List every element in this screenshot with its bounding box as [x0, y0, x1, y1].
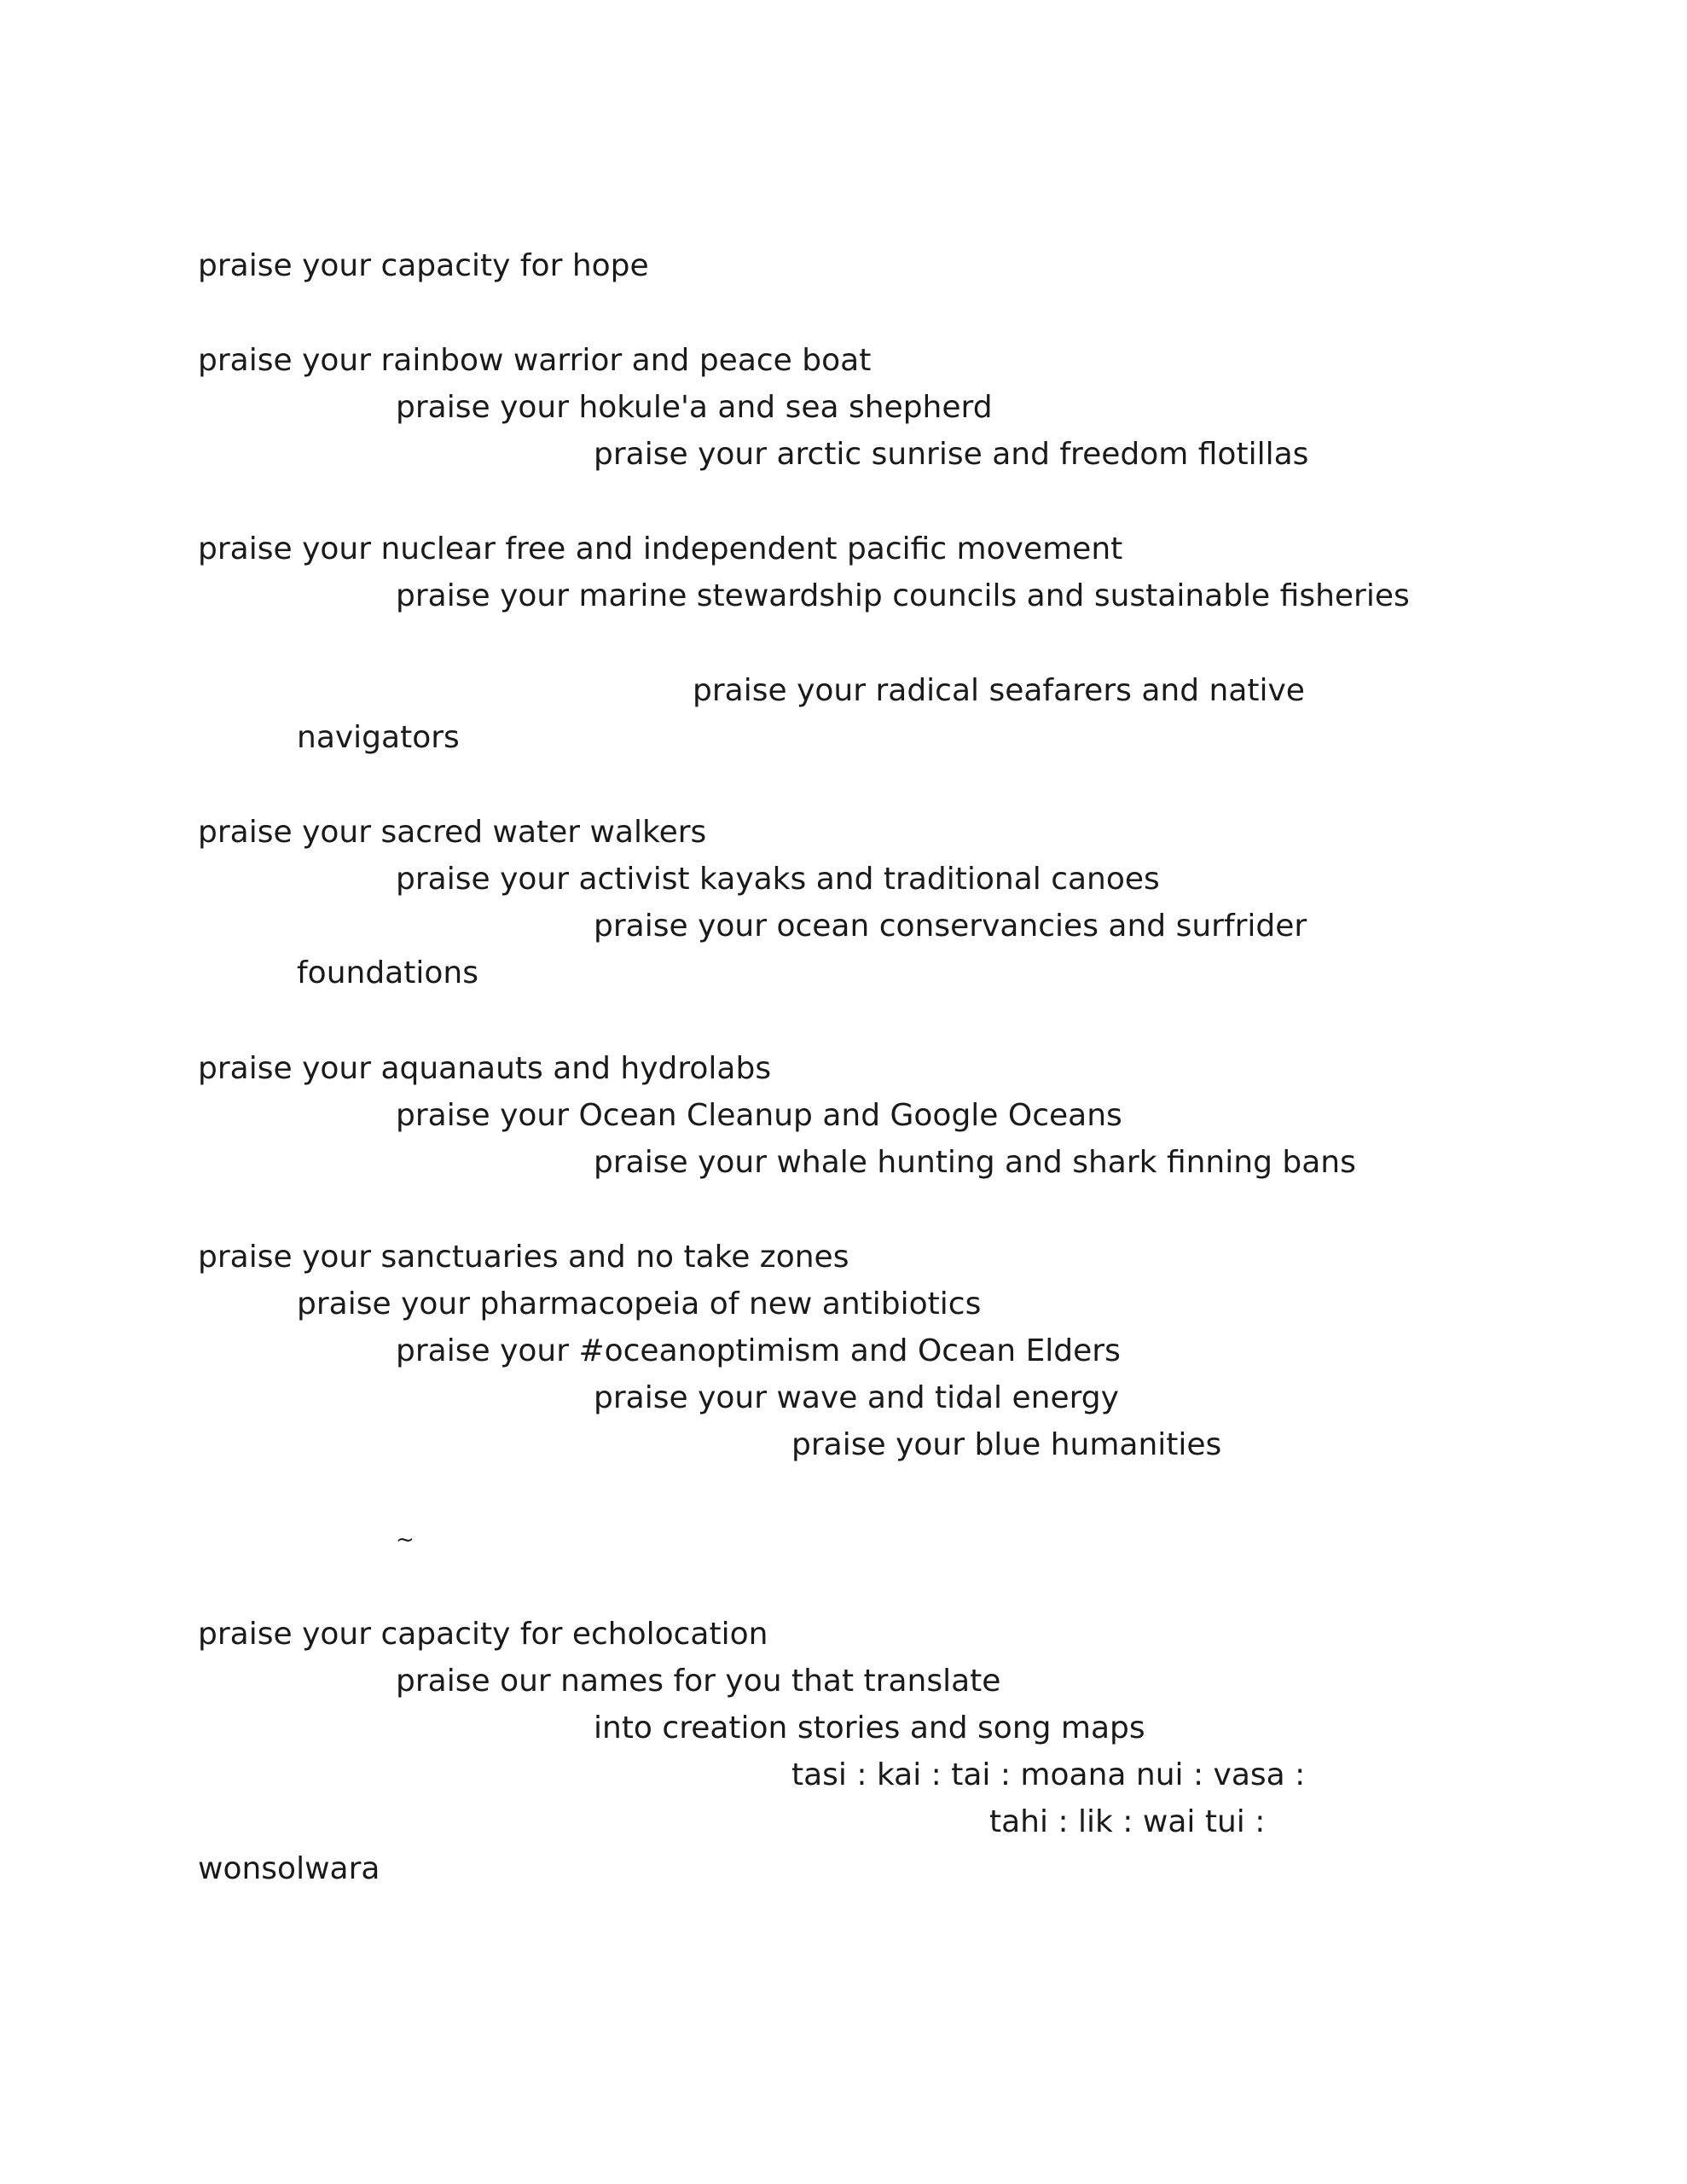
poem-line: praise your marine stewardship councils and sustainable fisheries [396, 578, 1410, 613]
poem-line: tahi : lik : wai tui : [989, 1804, 1266, 1839]
poem-line: praise our names for you that translate [396, 1664, 1001, 1699]
poem-line: praise your activist kayaks and traditional canoes [396, 862, 1160, 897]
poem-line: praise your hokule'a and sea shepherd [396, 390, 993, 425]
poem-line: praise your ocean conservancies and surfrider [594, 909, 1307, 944]
poem-line: into creation stories and song maps [594, 1711, 1145, 1745]
poem-line: praise your nuclear free and independent pacific movement [198, 531, 1123, 566]
poem-line: praise your #oceanoptimism and Ocean Elders [396, 1333, 1121, 1368]
poem-line: praise your aquanauts and hydrolabs [198, 1051, 772, 1086]
poem-line: praise your rainbow warrior and peace boat [198, 343, 872, 378]
poem-line: tasi : kai : tai : moana nui : vasa : [791, 1757, 1306, 1792]
poem-line: praise your pharmacopeia of new antibiotics [297, 1287, 982, 1321]
poem-line: praise your arctic sunrise and freedom flotillas [594, 437, 1309, 472]
poem-line: wonsolwara [198, 1851, 380, 1886]
poem-line: praise your sacred water walkers [198, 815, 707, 850]
poem-line: foundations [297, 956, 478, 990]
poem-line: praise your radical seafarers and native [693, 673, 1305, 708]
poem-line: praise your capacity for echolocation [198, 1617, 768, 1652]
section-divider-tilde: ~ [396, 1527, 415, 1553]
poem-line: praise your wave and tidal energy [594, 1380, 1119, 1415]
poem-line: praise your capacity for hope [198, 248, 649, 283]
poem-line: praise your whale hunting and shark finning bans [594, 1145, 1356, 1180]
poem-line: praise your blue humanities [791, 1427, 1222, 1462]
poem-line: praise your sanctuaries and no take zones [198, 1240, 849, 1275]
poem-line: navigators [297, 720, 460, 755]
poem-line: praise your Ocean Cleanup and Google Oceans [396, 1098, 1122, 1133]
